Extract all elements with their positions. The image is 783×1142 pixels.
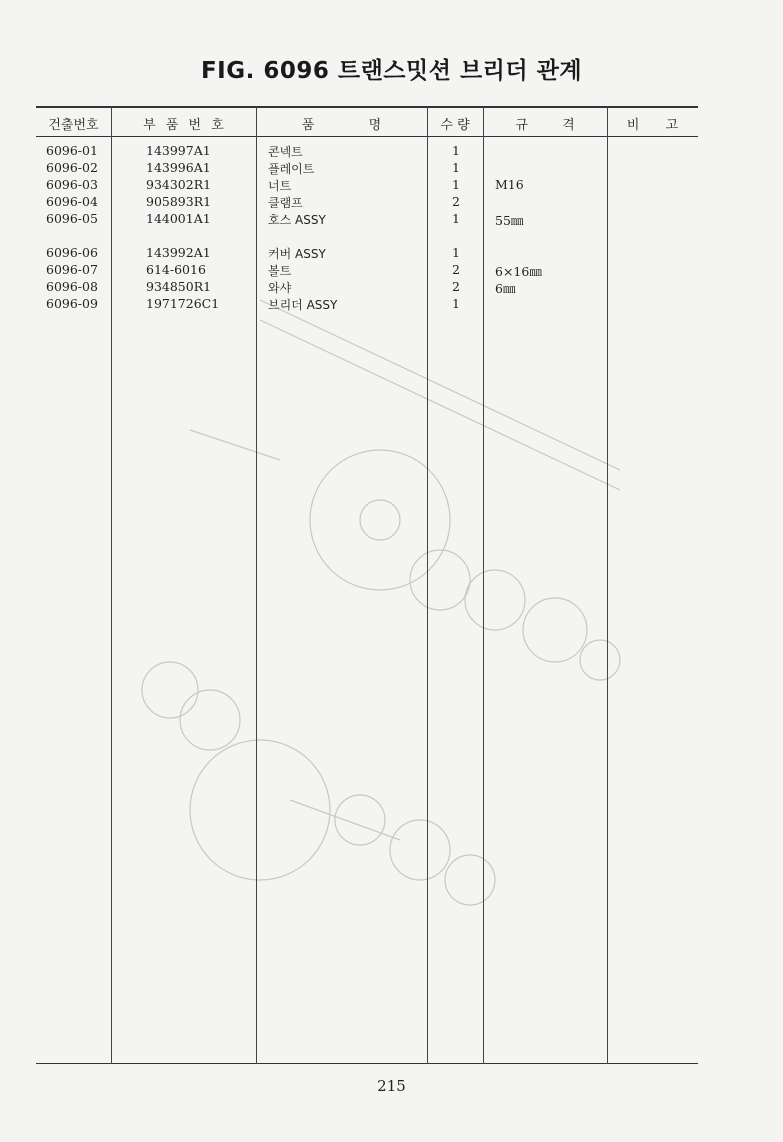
cell-part-number: 934850R1 bbox=[146, 279, 212, 294]
cell-quantity: 2 bbox=[452, 279, 460, 294]
background-exploded-diagram bbox=[100, 280, 660, 920]
parts-table-body bbox=[0, 143, 783, 313]
cell-part-name: 커버 ASSY bbox=[268, 247, 326, 261]
cell-part-number: 1971726C1 bbox=[146, 296, 220, 311]
cell-quantity: 1 bbox=[452, 143, 460, 158]
header-quantity: 수 량 bbox=[440, 118, 470, 133]
header-part-name: 품 명 bbox=[301, 118, 382, 133]
cell-part-name: 브리더 ASSY bbox=[268, 298, 338, 312]
cell-part-number: 143992A1 bbox=[146, 245, 211, 260]
cell-part-number: 614-6016 bbox=[146, 262, 206, 277]
cell-part-name: 클램프 bbox=[268, 196, 303, 210]
cell-part-number: 143996A1 bbox=[146, 160, 211, 175]
cell-code: 6096-06 bbox=[46, 245, 98, 260]
cell-quantity: 1 bbox=[452, 296, 460, 311]
table-row bbox=[0, 143, 783, 160]
cell-part-number: 143997A1 bbox=[146, 143, 211, 158]
cell-part-name: 와샤 bbox=[268, 281, 292, 295]
header-part-number: 부 품 번 호 bbox=[143, 118, 224, 133]
group-spacer bbox=[0, 228, 783, 245]
table-row bbox=[0, 194, 783, 211]
cell-part-name: 너트 bbox=[268, 179, 292, 193]
cell-code: 6096-07 bbox=[46, 262, 98, 277]
cell-code: 6096-08 bbox=[46, 279, 98, 294]
cell-code: 6096-05 bbox=[46, 211, 98, 226]
cell-part-name: 콘넥트 bbox=[268, 145, 303, 159]
page-number: 215 bbox=[377, 1077, 406, 1095]
cell-quantity: 1 bbox=[452, 160, 460, 175]
table-row bbox=[0, 160, 783, 177]
cell-code: 6096-02 bbox=[46, 160, 98, 175]
table-top-rule bbox=[36, 106, 698, 108]
cell-code: 6096-04 bbox=[46, 194, 98, 209]
figure-title: FIG. 6096 트랜스밋션 브리더 관계 bbox=[200, 58, 583, 84]
header-remark: 비 고 bbox=[626, 118, 679, 133]
cell-part-number: 905893R1 bbox=[146, 194, 212, 209]
cell-specification: 6㎜ bbox=[495, 281, 516, 296]
cell-specification: M16 bbox=[495, 177, 524, 192]
cell-part-number: 934302R1 bbox=[146, 177, 212, 192]
cell-specification: 6×16㎜ bbox=[495, 264, 542, 279]
cell-quantity: 1 bbox=[452, 177, 460, 192]
header-specification: 규 격 bbox=[515, 118, 575, 133]
table-row bbox=[0, 296, 783, 313]
table-row bbox=[0, 279, 783, 296]
table-row bbox=[0, 211, 783, 228]
cell-part-name: 볼트 bbox=[268, 264, 292, 278]
cell-part-name: 플레이트 bbox=[268, 162, 315, 176]
cell-code: 6096-03 bbox=[46, 177, 98, 192]
cell-quantity: 2 bbox=[452, 262, 460, 277]
cell-code: 6096-09 bbox=[46, 296, 98, 311]
table-row bbox=[0, 177, 783, 194]
cell-part-name: 호스 ASSY bbox=[268, 213, 326, 227]
cell-code: 6096-01 bbox=[46, 143, 98, 158]
cell-quantity: 1 bbox=[452, 245, 460, 260]
header-bottom-rule bbox=[36, 136, 698, 137]
header-code: 건출번호 bbox=[48, 118, 99, 133]
cell-specification: 55㎜ bbox=[495, 213, 524, 228]
cell-part-number: 144001A1 bbox=[146, 211, 211, 226]
cell-quantity: 1 bbox=[452, 211, 460, 226]
table-row bbox=[0, 262, 783, 279]
table-row bbox=[0, 245, 783, 262]
table-bottom-rule bbox=[36, 1063, 698, 1064]
cell-quantity: 2 bbox=[452, 194, 460, 209]
